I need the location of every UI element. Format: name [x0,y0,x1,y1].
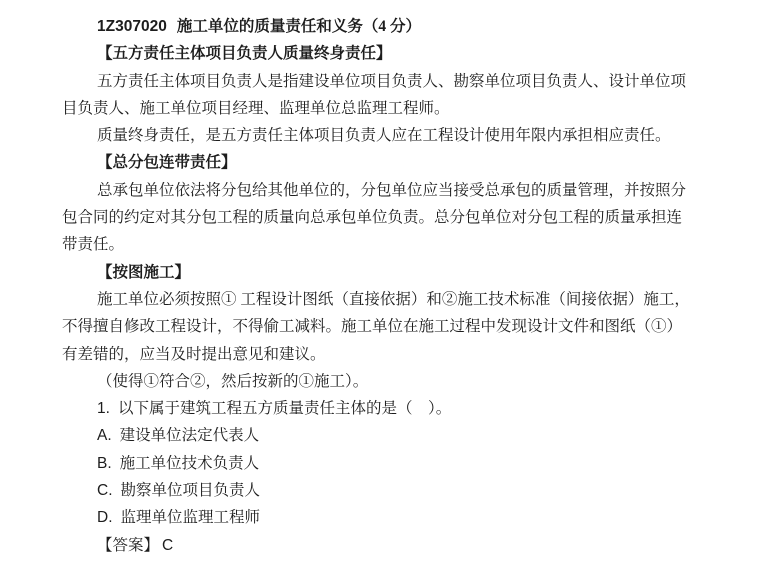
course-code: 1Z307020 [97,18,167,35]
question-text: 以下属于建筑工程五方质量责任主体的是（ ）。 [117,400,452,418]
paragraph-line: 带责任。 [62,236,125,254]
option-text: 勘察单位项目负责人 [120,482,261,500]
option-d [62,504,730,531]
option-letter: A. [97,427,112,445]
course-code-heading [62,13,730,40]
option-text: 建设单位法定代表人 [119,427,260,445]
option-letter: B. [97,454,112,472]
option-b [62,450,730,477]
option-c [62,477,730,504]
paragraph-line: 目负责人、施工单位项目经理、监理单位总监理工程师。 [62,99,450,117]
option-a [62,422,730,449]
question-number: 1. [97,400,110,418]
paragraph-line: 五方责任主体项目负责人是指建设单位项目负责人、勘察单位项目负责人、设计单位项 [97,72,687,90]
question-line [62,395,730,422]
section-heading-lifelong-responsibility: 【五方责任主体项目负责人质量终身责任】 [97,45,392,63]
paragraph-line: 施工单位必须按照① 工程设计图纸（直接依据）和②施工技术标准（间接依据）施工， [97,290,690,308]
answer-line [62,532,730,559]
note-line: （使得①符合②，然后按新的①施工）。 [97,372,369,390]
option-letter: C. [97,482,113,500]
answer-label: 【答案】 [97,536,160,554]
answer-value: C [162,536,174,554]
paragraph-line: 质量终身责任，是五方责任主体项目负责人应在工程设计使用年限内承担相应责任。 [97,127,671,145]
option-letter: D. [97,509,113,527]
section-heading-joint-liability: 【总分包连带责任】 [97,154,237,172]
paragraph-line: 不得擅自修改工程设计，不得偷工减料。施工单位在施工过程中发现设计文件和图纸（①） [62,318,683,336]
option-text: 施工单位技术负责人 [119,454,260,472]
paragraph-line: 有差错的，应当及时提出意见和建议。 [62,345,326,363]
option-text: 监理单位监理工程师 [120,509,261,527]
course-title: 施工单位的质量责任和义务（4 分） [176,18,421,35]
section-heading-construction-per-drawings: 【按图施工】 [97,263,191,281]
paragraph-line: 总承包单位依法将分包给其他单位的，分包单位应当接受总承包的质量管理，并按照分 [97,181,687,199]
paragraph-line: 包合同的约定对其分包工程的质量向总承包单位负责。总分包单位对分包工程的质量承担连 [62,209,683,227]
